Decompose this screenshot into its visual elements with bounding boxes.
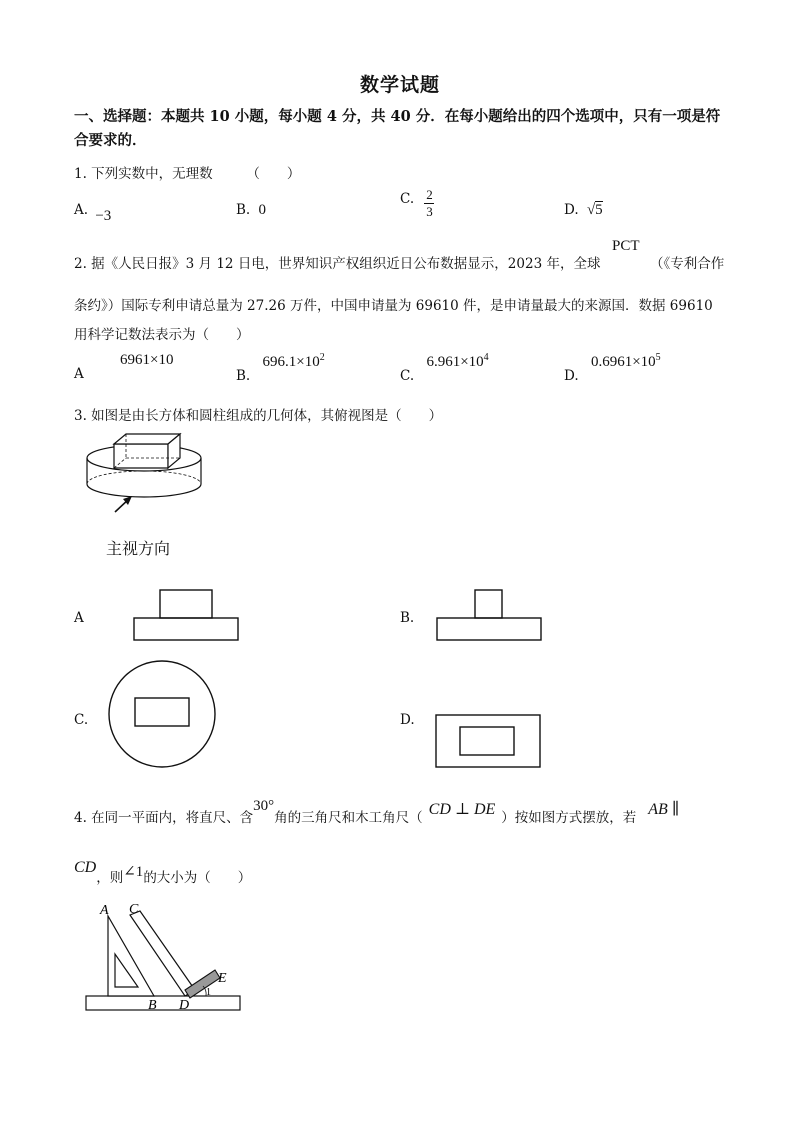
label-d: D [179, 998, 190, 1013]
radicand: 5 [595, 202, 603, 218]
option-label: B. [236, 202, 251, 218]
denominator: 3 [426, 204, 433, 219]
q1-option-b [236, 202, 266, 219]
option-value: 6961×10 [120, 352, 174, 368]
option-label: D. [564, 202, 579, 218]
q3-view-label: 主视方向 [106, 539, 171, 558]
q1-option-a [74, 202, 112, 224]
ruler [86, 996, 240, 1010]
q3-solid-figure [80, 428, 220, 533]
option-label: C. [400, 367, 415, 384]
option-value: 696.1×10 [262, 353, 320, 370]
q1-option-d [564, 202, 603, 219]
option-label: A [74, 366, 84, 382]
label-angle-1: 1 [206, 987, 211, 998]
q3-option-a-label: A [74, 610, 84, 626]
q3-stem: 3. 如图是由长方体和圆柱组成的几何体，其俯视图是（ ） [74, 408, 443, 424]
option-exponent: 4 [483, 352, 489, 363]
q4-stem [74, 798, 680, 827]
q2-line1: 2. 据《人民日报》3 月 12 日电，世界知识产权组织近日公布数据显示，2023 年，全球 [74, 256, 601, 272]
q4-angle-30: 30° [253, 798, 275, 814]
option-exponent: 2 [319, 352, 325, 363]
option-value: 6.961×10 [426, 353, 484, 370]
q4-angle1: ∠1 [123, 864, 144, 880]
q2-line2: 条约》）国际专利申请总量为 27.26 万件，中国申请量为 69610 件，是申请量最大的来源国．数据 69610 [74, 298, 713, 314]
q3-option-d-figure [435, 714, 541, 768]
q2-line3: 用科学记数法表示为（ ） [74, 327, 250, 343]
option-label: A. [74, 202, 89, 218]
q4-line2 [74, 859, 252, 887]
q3-option-c-figure [108, 660, 218, 770]
fraction [424, 188, 434, 219]
q2-option-a [74, 352, 174, 382]
radical-sign: √ [586, 202, 596, 218]
q2-option-c [400, 352, 489, 384]
q3-option-b-figure [436, 590, 542, 642]
option-value: −3 [95, 208, 112, 224]
q1-stem: 1. 下列实数中，无理数 （ ） [74, 166, 301, 182]
q3-option-b-label: B. [400, 610, 415, 626]
numerator: 2 [426, 187, 433, 202]
q4-stem-a: 4. 在同一平面内，将直尺、含 [74, 810, 254, 826]
q2-option-d [564, 352, 661, 384]
q4-figure [84, 900, 244, 1015]
q4-stem-b: 角的三角尺和木工角尺（ [274, 810, 423, 826]
option-label: B. [236, 367, 251, 384]
q2-line1-end: （《专利合作 [650, 256, 725, 272]
option-value: 0.6961×10 [590, 353, 656, 370]
label-a: A [100, 903, 109, 918]
q4-parallel: AB ∥ [648, 801, 680, 818]
option-exponent: 5 [655, 352, 661, 363]
q3-option-a-figure [133, 590, 239, 642]
q4-cd: CD [74, 859, 97, 876]
page-title: 数学试题 [359, 74, 440, 96]
option-label: C. [400, 191, 415, 207]
q4-line2-a: ，则 [96, 870, 124, 886]
q4-stem-c: ）按如图方式摆放，若 [501, 810, 637, 826]
q1-option-c [400, 188, 434, 219]
option-value: 0 [258, 202, 267, 218]
option-label: D. [564, 367, 579, 384]
box-front [114, 444, 168, 468]
q4-line2-b: 的大小为（ ） [143, 870, 252, 886]
q2-option-b [236, 352, 325, 384]
q3-option-d-label: D. [400, 712, 415, 728]
q4-perp: CD ⊥ DE [428, 801, 496, 818]
label-b: B [148, 998, 157, 1013]
label-e: E [218, 971, 227, 986]
q3-option-c-label: C. [74, 712, 89, 728]
label-c: C [129, 902, 139, 917]
q2-pct: PCT [612, 238, 640, 254]
section-heading: 一、选择题：本题共 10 小题，每小题 4 分，共 40 分．在每小题给出的四个选项中，只有一项是符合要求的． [74, 108, 721, 149]
